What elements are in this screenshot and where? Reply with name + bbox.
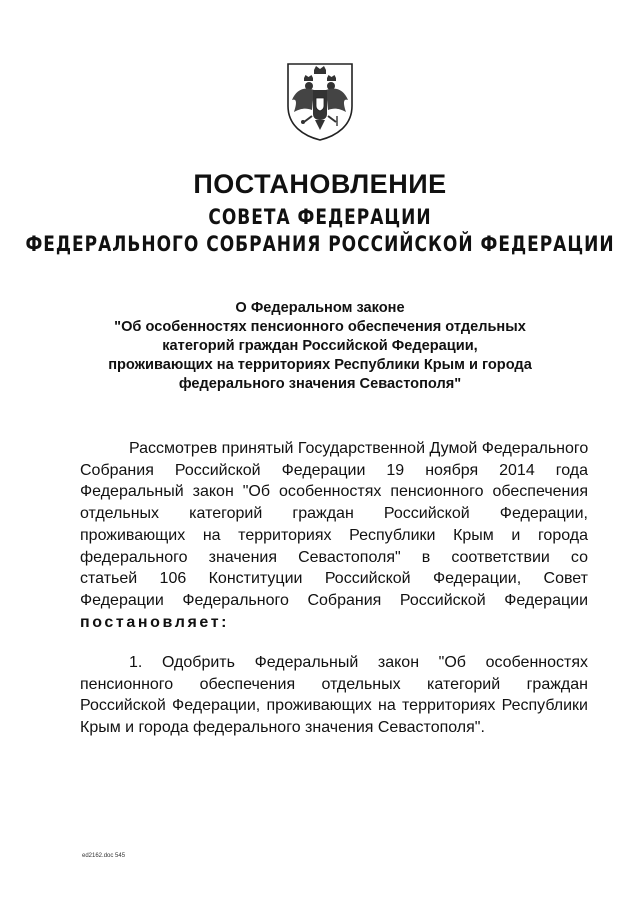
paragraph-line: проживающих на территориях Республики Крым и города <box>80 526 588 544</box>
paragraph-line: Собрания Российской Федерации 19 ноября 2014 года <box>80 461 588 479</box>
subject-line: категорий граждан Российской Федерации, <box>162 338 478 354</box>
document-code: ed2162.doc 545 <box>82 853 126 859</box>
preamble-paragraph <box>80 438 588 633</box>
paragraph-line: Федерации Федерального Собрания Российской Федерации <box>80 591 588 609</box>
clause-1-paragraph <box>80 652 588 739</box>
subject-line: проживающих на территориях Республики Крым и города <box>108 357 532 373</box>
paragraph-line: Российской Федерации, проживающих на территориях Республики <box>80 697 588 715</box>
issuer-line-1: СОВЕТА ФЕДЕРАЦИИ <box>208 205 432 230</box>
subject-line: "Об особенностях пенсионного обеспечения отдельных <box>114 319 526 335</box>
paragraph-line: Крым и города федерального значения Севастополя". <box>80 719 485 737</box>
document-title: ПОСТАНОВЛЕНИЕ <box>193 169 447 199</box>
paragraph-line: Рассмотрев принятый Государственной Думой Федерального <box>129 440 589 457</box>
paragraph-line: федерального значения Севастополя" в соответствии со <box>80 548 588 566</box>
subject-line: федерального значения Севастополя" <box>178 376 462 392</box>
resolves-word: постановляет: <box>80 613 230 631</box>
subject-line: О Федеральном законе <box>235 300 405 316</box>
paragraph-line: 1. Одобрить Федеральный закон "Об особенностях <box>129 654 588 671</box>
paragraph-line: Федеральный закон "Об особенностях пенсионного обеспечения <box>80 483 588 501</box>
document-subject <box>80 299 560 394</box>
issuer-line-2: ФЕДЕРАЛЬНОГО СОБРАНИЯ РОССИЙСКОЙ ФЕДЕРАЦИИ <box>25 232 615 257</box>
paragraph-line: отдельных категорий граждан Российской Федерации, <box>80 505 588 523</box>
paragraph-line: статьей 106 Конституции Российской Федерации, Совет <box>80 570 588 588</box>
coat-of-arms-of-russia-icon <box>284 60 356 142</box>
coat-of-arms-emblem <box>284 60 356 142</box>
paragraph-line: пенсионного обеспечения отдельных категорий граждан <box>80 675 588 693</box>
